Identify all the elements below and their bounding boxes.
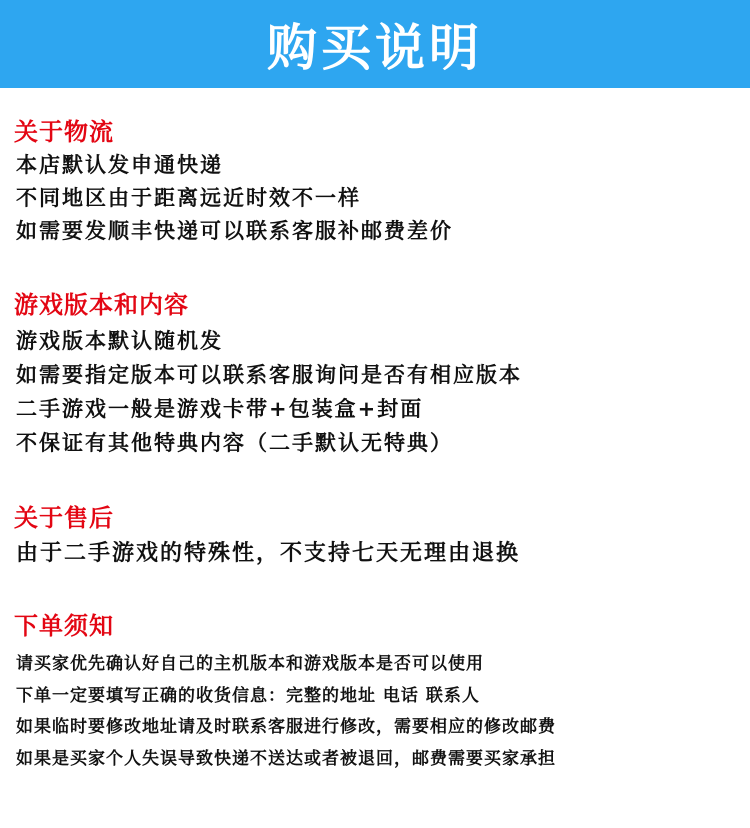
logistics-heading: 关于物流 xyxy=(14,118,114,146)
logistics-line: 本店默认发申通快递 xyxy=(16,153,223,177)
version-line: 如需要指定版本可以联系客服询问是否有相应版本 xyxy=(16,363,522,387)
title-banner xyxy=(0,0,750,88)
after-sales-section xyxy=(0,503,750,571)
logistics-section xyxy=(0,117,750,248)
version-line: 不保证有其他特典内容（二手默认无特典） xyxy=(16,431,453,455)
version-line: 二手游戏一般是游戏卡带+包装盒+封面 xyxy=(16,397,424,421)
version-section xyxy=(0,290,750,460)
after-sales-line: 由于二手游戏的特殊性，不支持七天无理由退换 xyxy=(16,541,521,566)
order-notice-line: 如果是买家个人失误导致快递不送达或者被退回，邮费需要买家承担 xyxy=(16,748,556,769)
logistics-line: 如需要发顺丰快递可以联系客服补邮费差价 xyxy=(16,219,453,243)
order-notice-line: 如果临时要修改地址请及时联系客服进行修改，需要相应的修改邮费 xyxy=(16,717,556,737)
order-notice-section xyxy=(0,611,750,775)
logistics-line: 不同地区由于距离远近时效不一样 xyxy=(16,186,361,210)
order-notice-line: 下单一定要填写正确的收货信息：完整的地址 电话 联系人 xyxy=(16,685,480,706)
after-sales-heading: 关于售后 xyxy=(14,504,114,532)
order-notice-heading: 下单须知 xyxy=(14,612,114,640)
version-line: 游戏版本默认随机发 xyxy=(16,329,223,353)
order-notice-line: 请买家优先确认好自己的主机版本和游戏版本是否可以使用 xyxy=(16,654,484,674)
version-heading: 游戏版本和内容 xyxy=(14,291,189,319)
page-title: 购买说明 xyxy=(267,19,483,77)
